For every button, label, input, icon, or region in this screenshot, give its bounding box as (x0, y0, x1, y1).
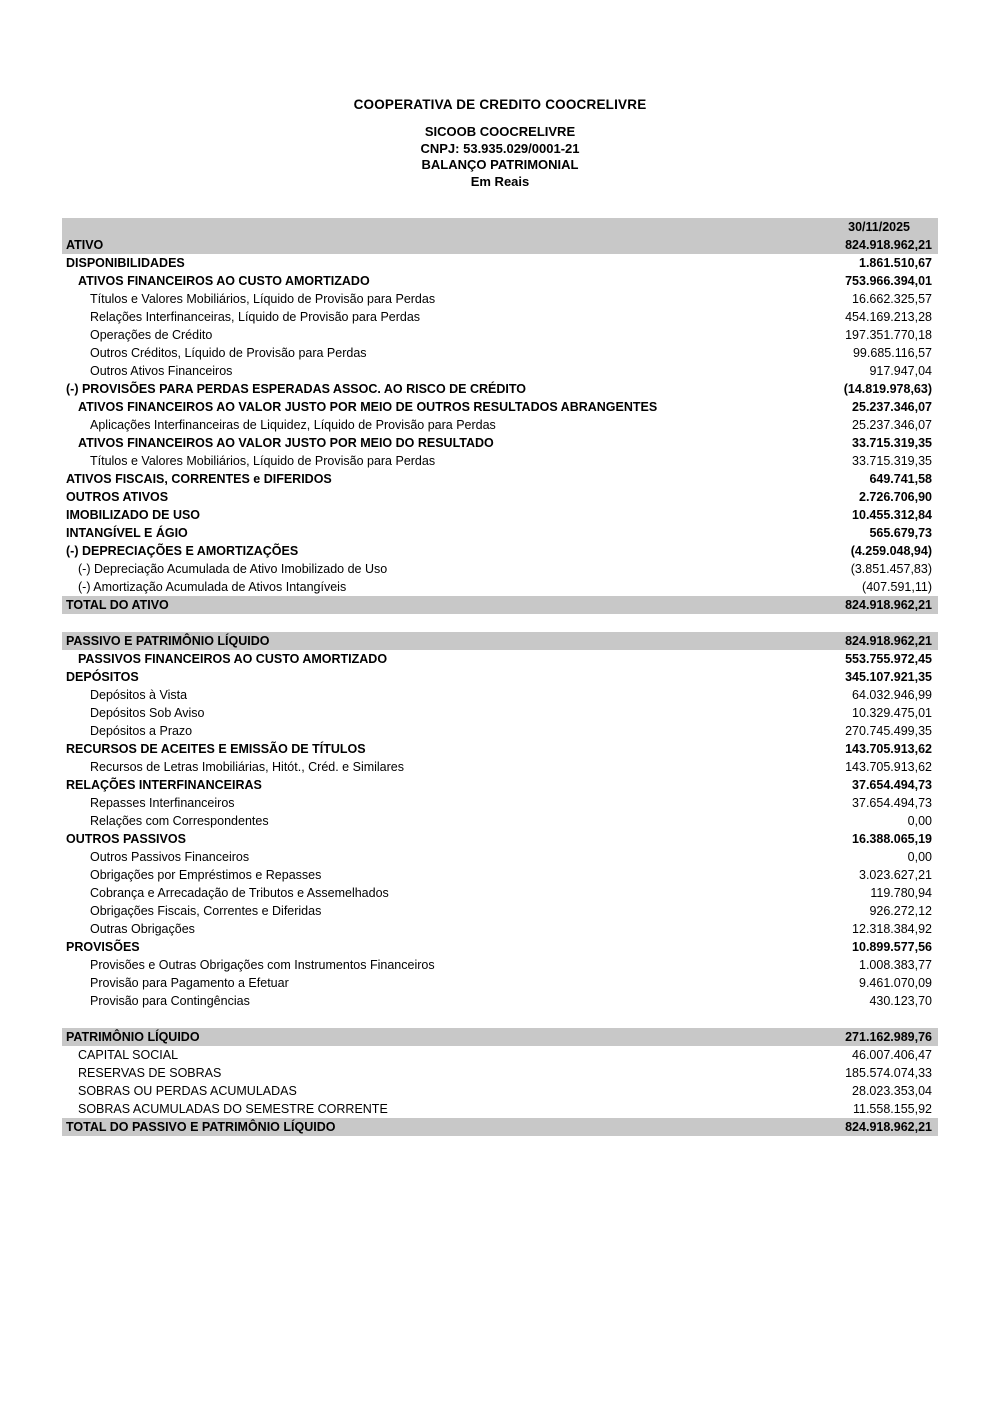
table-row (62, 812, 938, 830)
table-row (62, 992, 938, 1010)
table-row (62, 686, 938, 704)
row-label: Outros Ativos Financeiros (90, 364, 233, 378)
row-value: 28.023.353,04 (852, 1084, 932, 1098)
row-label: Outros Passivos Financeiros (90, 850, 250, 864)
table-row (62, 344, 938, 362)
row-value: 12.318.384,92 (852, 922, 932, 936)
table-row (62, 416, 938, 434)
row-label: SOBRAS ACUMULADAS DO SEMESTRE CORRENTE (78, 1102, 388, 1116)
row-value: 64.032.946,99 (852, 688, 932, 702)
row-value: (14.819.978,63) (843, 382, 932, 396)
row-label: Repasses Interfinanceiros (90, 796, 235, 810)
date-header-row (62, 218, 938, 236)
row-label: RECURSOS DE ACEITES E EMISSÃO DE TÍTULOS (66, 742, 366, 756)
row-label: RESERVAS DE SOBRAS (78, 1066, 222, 1080)
row-label: ATIVOS FINANCEIROS AO VALOR JUSTO POR MEIO DO RESULTADO (78, 436, 494, 450)
row-value: 25.237.346,07 (852, 418, 932, 432)
table-row (62, 794, 938, 812)
row-label: OUTROS ATIVOS (66, 490, 169, 504)
row-value: 753.966.394,01 (845, 274, 932, 288)
table-row (62, 1064, 938, 1082)
table-row (62, 272, 938, 290)
row-label: (-) Depreciação Acumulada de Ativo Imobilizado de Uso (78, 562, 388, 576)
row-label: TOTAL DO ATIVO (66, 598, 169, 612)
row-value: (407.591,11) (862, 580, 932, 594)
row-value: 0,00 (907, 814, 932, 828)
row-label: Outras Obrigações (90, 922, 195, 936)
table-row (62, 938, 938, 956)
row-value: 2.726.706,90 (859, 490, 932, 504)
table-row (62, 848, 938, 866)
row-value: 16.662.325,57 (852, 292, 932, 306)
row-value: 99.685.116,57 (852, 346, 932, 360)
row-value: 824.918.962,21 (845, 634, 932, 648)
table-row (62, 956, 938, 974)
row-label: INTANGÍVEL E ÁGIO (66, 526, 188, 540)
row-label: Provisão para Contingências (90, 994, 250, 1008)
table-row (62, 974, 938, 992)
row-label: Títulos e Valores Mobiliários, Líquido de Provisão para Perdas (90, 292, 436, 306)
table-row (62, 1046, 938, 1064)
table-row (62, 920, 938, 938)
company-name: COOPERATIVA DE CREDITO COOCRELIVRE (353, 97, 647, 112)
row-value: 10.899.577,56 (852, 940, 932, 954)
row-label: OUTROS PASSIVOS (66, 832, 186, 846)
table-row (62, 470, 938, 488)
row-value: 25.237.346,07 (852, 400, 932, 414)
entity-name: SICOOB COOCRELIVRE (424, 124, 576, 139)
row-value: 16.388.065,19 (852, 832, 932, 846)
row-label: Cobrança e Arrecadação de Tributos e Assemelhados (90, 886, 389, 900)
row-value: 33.715.319,35 (852, 436, 932, 450)
row-label: ATIVOS FINANCEIROS AO VALOR JUSTO POR MEIO DE OUTROS RESULTADOS ABRANGENTES (78, 400, 658, 414)
table-row (62, 632, 938, 650)
table-row (62, 596, 938, 614)
row-value: 271.162.989,76 (845, 1030, 932, 1044)
table-row (62, 380, 938, 398)
table-row (62, 290, 938, 308)
table-row (62, 740, 938, 758)
table-row (62, 722, 938, 740)
table-row (62, 668, 938, 686)
row-value: 917.947,04 (869, 364, 932, 378)
row-label: PASSIVOS FINANCEIROS AO CUSTO AMORTIZADO (78, 652, 388, 666)
row-label: Depósitos a Prazo (90, 724, 193, 738)
row-value: 46.007.406,47 (852, 1048, 932, 1062)
row-label: (-) Amortização Acumulada de Ativos Intangíveis (78, 580, 347, 594)
table-row (62, 488, 938, 506)
row-label: Provisão para Pagamento a Efetuar (90, 976, 289, 990)
spacer-row (62, 1010, 938, 1028)
row-label: PROVISÕES (66, 940, 140, 954)
row-label: ATIVOS FINANCEIROS AO CUSTO AMORTIZADO (78, 274, 370, 288)
row-value: 143.705.913,62 (845, 760, 932, 774)
row-label: Relações com Correspondentes (90, 814, 269, 828)
document-header (0, 97, 1000, 190)
row-label: (-) DEPRECIAÇÕES E AMORTIZAÇÕES (66, 544, 299, 558)
table-row (62, 866, 938, 884)
row-label: Provisões e Outras Obrigações com Instrumentos Financeiros (90, 958, 435, 972)
row-value: 9.461.070,09 (859, 976, 932, 990)
row-value: 430.123,70 (869, 994, 932, 1008)
row-value: 454.169.213,28 (845, 310, 932, 324)
table-rows-container (62, 236, 938, 1136)
row-label: Aplicações Interfinanceiras de Liquidez, Líquido de Provisão para Perdas (90, 418, 496, 432)
row-label: Depósitos Sob Aviso (90, 706, 205, 720)
row-label: CAPITAL SOCIAL (78, 1048, 179, 1062)
row-value: 37.654.494,73 (852, 796, 932, 810)
row-value: 11.558.155,92 (852, 1102, 932, 1116)
row-value: 3.023.627,21 (859, 868, 932, 882)
row-label: IMOBILIZADO DE USO (66, 508, 201, 522)
row-label: Recursos de Letras Imobiliárias, Hitót., Créd. e Similares (90, 760, 405, 774)
table-row (62, 254, 938, 272)
row-value: 565.679,73 (869, 526, 932, 540)
row-value: 270.745.499,35 (845, 724, 932, 738)
row-value: 1.861.510,67 (859, 256, 932, 270)
row-label: Relações Interfinanceiras, Líquido de Provisão para Perdas (90, 310, 421, 324)
row-value: 824.918.962,21 (845, 1120, 932, 1134)
row-value: (4.259.048,94) (850, 544, 932, 558)
row-label: ATIVOS FISCAIS, CORRENTES e DIFERIDOS (66, 472, 332, 486)
row-value: 33.715.319,35 (852, 454, 932, 468)
row-label: PATRIMÔNIO LÍQUIDO (66, 1030, 200, 1044)
table-row (62, 326, 938, 344)
table-row (62, 830, 938, 848)
table-row (62, 1082, 938, 1100)
table-row (62, 1028, 938, 1046)
row-value: 143.705.913,62 (845, 742, 932, 756)
row-value: 185.574.074,33 (845, 1066, 932, 1080)
row-label: RELAÇÕES INTERFINANCEIRAS (66, 778, 262, 792)
table-row (62, 1100, 938, 1118)
row-value: 824.918.962,21 (845, 238, 932, 252)
row-value: 553.755.972,45 (845, 652, 932, 666)
row-label: Títulos e Valores Mobiliários, Líquido de Provisão para Perdas (90, 454, 436, 468)
table-row (62, 704, 938, 722)
row-label: Obrigações Fiscais, Correntes e Diferidas (90, 904, 322, 918)
report-title: BALANÇO PATRIMONIAL (421, 157, 579, 172)
row-label: (-) PROVISÕES PARA PERDAS ESPERADAS ASSOC. AO RISCO DE CRÉDITO (66, 382, 527, 396)
table-row (62, 1118, 938, 1136)
table-row (62, 650, 938, 668)
table-row (62, 434, 938, 452)
table-row (62, 308, 938, 326)
table-row (62, 902, 938, 920)
table-row (62, 776, 938, 794)
table-row (62, 578, 938, 596)
row-value: 10.455.312,84 (852, 508, 932, 522)
row-label: ATIVO (66, 238, 104, 252)
table-row (62, 506, 938, 524)
cnpj-line: CNPJ: 53.935.029/0001-21 (420, 140, 580, 156)
row-label: DISPONIBILIDADES (66, 256, 185, 270)
row-label: PASSIVO E PATRIMÔNIO LÍQUIDO (66, 634, 270, 648)
row-label: Operações de Crédito (90, 328, 213, 342)
row-value: 119.780,94 (870, 886, 932, 900)
row-value: 824.918.962,21 (845, 598, 932, 612)
table-row (62, 398, 938, 416)
row-value: 10.329.475,01 (852, 706, 932, 720)
currency-note: Em Reais (470, 173, 530, 189)
table-row (62, 884, 938, 902)
date-header: 30/11/2025 (848, 220, 910, 234)
row-label: Depósitos à Vista (90, 688, 188, 702)
row-label: SOBRAS OU PERDAS ACUMULADAS (78, 1084, 297, 1098)
spacer-row (62, 614, 938, 632)
table-row (62, 560, 938, 578)
table-row (62, 524, 938, 542)
table-row (62, 452, 938, 470)
row-value: 1.008.383,77 (859, 958, 932, 972)
table-row (62, 362, 938, 380)
row-label: Obrigações por Empréstimos e Repasses (90, 868, 322, 882)
table-row (62, 758, 938, 776)
row-value: 345.107.921,35 (845, 670, 932, 684)
row-value: 0,00 (907, 850, 932, 864)
table-row (62, 236, 938, 254)
row-label: DEPÓSITOS (66, 670, 139, 684)
row-value: 37.654.494,73 (852, 778, 932, 792)
row-label: Outros Créditos, Líquido de Provisão para Perdas (90, 346, 367, 360)
balance-sheet-table (62, 218, 938, 1136)
row-value: 197.351.770,18 (845, 328, 932, 342)
row-value: 926.272,12 (869, 904, 932, 918)
row-label: TOTAL DO PASSIVO E PATRIMÔNIO LÍQUIDO (66, 1120, 336, 1134)
row-value: 649.741,58 (869, 472, 932, 486)
table-row (62, 542, 938, 560)
row-value: (3.851.457,83) (850, 562, 932, 576)
